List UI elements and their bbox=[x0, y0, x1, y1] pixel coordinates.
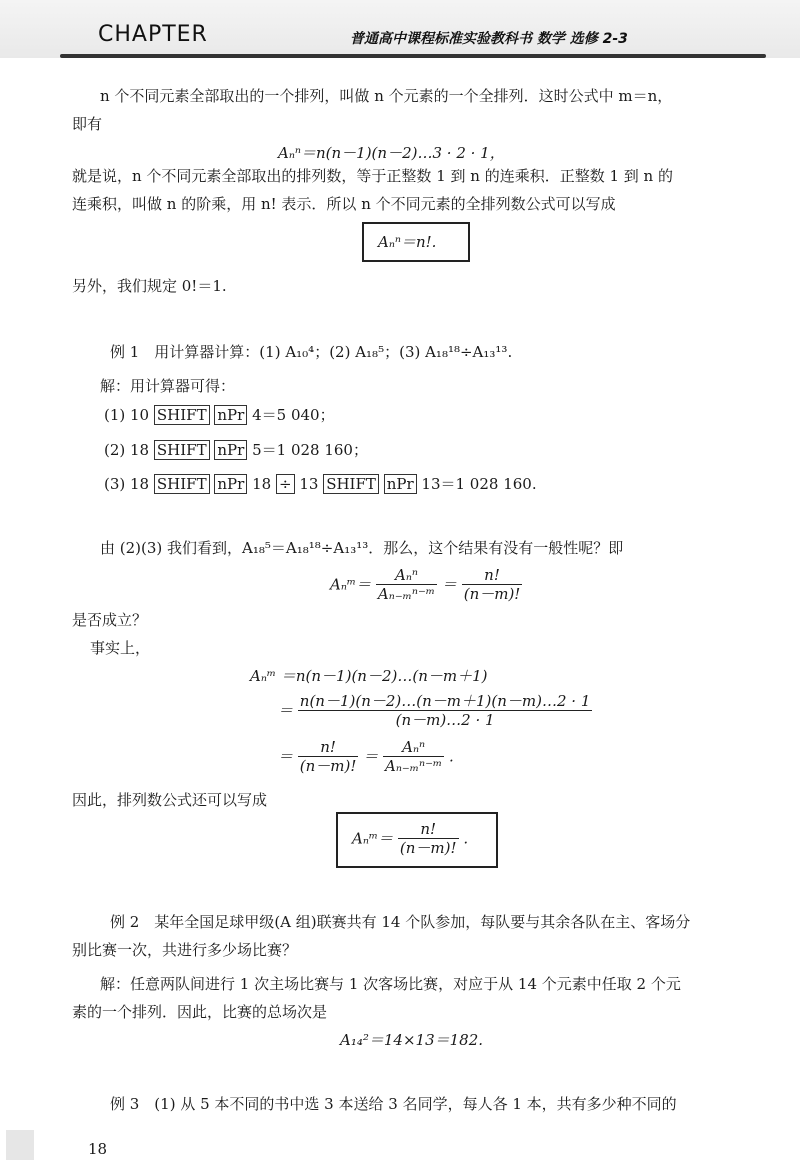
paragraph-line: 连乘积，叫做 n 的阶乘，用 n! 表示．所以 n 个不同元素的全排列数公式可以写成 bbox=[72, 195, 616, 213]
paragraph-line: 别比赛一次，共进行多少场比赛？ bbox=[72, 941, 298, 959]
numerator: Aₙⁿ bbox=[383, 738, 444, 757]
npr-key: nPr bbox=[214, 440, 247, 460]
derivation-line-1: Aₙᵐ ＝n(n－1)(n－2)…(n－m＋1) bbox=[250, 667, 488, 685]
paragraph-line: 即有 bbox=[72, 115, 103, 133]
paragraph-line: 事实上， bbox=[90, 639, 151, 657]
fraction bbox=[462, 566, 523, 603]
step-text: 18 bbox=[252, 475, 272, 493]
step-text: (2) 18 bbox=[104, 441, 150, 459]
chapter-label: CHAPTER bbox=[98, 22, 208, 47]
equals-sign: ＝ bbox=[278, 701, 294, 720]
fraction bbox=[298, 738, 359, 775]
numerator: Aₙⁿ bbox=[376, 566, 437, 585]
paragraph-line: 是否成立？ bbox=[72, 611, 148, 629]
npr-key: nPr bbox=[214, 405, 247, 425]
denominator: Aₙ₋ₘⁿ⁻ᵐ bbox=[377, 585, 436, 603]
shift-key: SHIFT bbox=[323, 474, 379, 494]
formula-box bbox=[336, 812, 498, 868]
divide-key: ÷ bbox=[276, 474, 295, 494]
equals-sign: ＝ bbox=[363, 747, 379, 766]
paragraph-line: n 个不同元素全部取出的一个排列，叫做 n 个元素的一个全排列．这时公式中 m＝n， bbox=[100, 87, 673, 105]
denominator: (n－m)! bbox=[463, 585, 521, 603]
calc-step-2 bbox=[104, 440, 368, 460]
derivation-line-3 bbox=[278, 738, 454, 775]
solution-label: 解：用计算器可得： bbox=[100, 377, 236, 395]
step-text: 13＝1 028 160. bbox=[421, 475, 537, 493]
period: . bbox=[449, 747, 454, 766]
book-title: 普通高中课程标准实验教科书 数学 选修 2-3 bbox=[350, 31, 628, 47]
denominator: (n－m)…2 · 1 bbox=[395, 711, 495, 729]
step-text: 5＝1 028 160； bbox=[252, 441, 368, 459]
eq-lhs: Aₙᵐ＝ bbox=[330, 575, 372, 594]
fraction bbox=[376, 566, 437, 603]
paragraph-line: 由 (2)(3) 我们看到，A₁₈⁵＝A₁₈¹⁸÷A₁₃¹³．那么，这个结果有没有一般性呢？即 bbox=[100, 539, 624, 557]
step-text: 13 bbox=[299, 475, 319, 493]
fraction bbox=[383, 738, 444, 775]
paragraph-line: 另外，我们规定 0!＝1. bbox=[72, 277, 227, 295]
npr-key: nPr bbox=[214, 474, 247, 494]
shift-key: SHIFT bbox=[154, 405, 210, 425]
fraction bbox=[398, 820, 459, 857]
denominator: (n－m)! bbox=[399, 839, 457, 857]
numerator: n(n－1)(n－2)…(n－m＋1)(n－m)…2 · 1 bbox=[299, 692, 591, 710]
example-3-title: 例 3 (1) 从 5 本不同的书中选 3 本送给 3 名同学，每人各 1 本，共有多少种不同的 bbox=[110, 1095, 677, 1113]
page-number: 18 bbox=[88, 1140, 108, 1158]
eq-lhs: Aₙᵐ＝ bbox=[352, 829, 394, 848]
scan-edge-mark bbox=[6, 1130, 34, 1160]
numerator: n! bbox=[462, 566, 523, 585]
numerator: n! bbox=[298, 738, 359, 757]
paragraph-line: 就是说，n 个不同元素全部取出的排列数，等于正整数 1 到 n 的连乘积．正整数 1 到 n 的 bbox=[72, 167, 673, 185]
shift-key: SHIFT bbox=[154, 474, 210, 494]
formula-box bbox=[362, 222, 470, 262]
header-rule bbox=[60, 54, 766, 58]
calc-step-1 bbox=[104, 405, 335, 425]
calc-step-3 bbox=[104, 474, 537, 494]
equation: Aₙⁿ＝n(n－1)(n－2)…3 · 2 · 1， bbox=[278, 144, 505, 162]
step-text: (3) 18 bbox=[104, 475, 150, 493]
solution-line: 解：任意两队间进行 1 次主场比赛与 1 次客场比赛，对应于从 14 个元素中任取 2 个元 bbox=[100, 975, 681, 993]
equation: A₁₄²＝14×13＝182. bbox=[340, 1031, 484, 1049]
denominator: Aₙ₋ₘⁿ⁻ᵐ bbox=[385, 757, 443, 775]
step-text: 4＝5 040； bbox=[252, 406, 335, 424]
paragraph-line: 因此，排列数公式还可以写成 bbox=[72, 791, 268, 809]
boxed-formula bbox=[352, 820, 468, 857]
equals-sign: ＝ bbox=[278, 747, 294, 766]
paragraph-line: 素的一个排列．因此，比赛的总场次是 bbox=[72, 1003, 328, 1021]
equals-sign: ＝ bbox=[441, 575, 457, 594]
shift-key: SHIFT bbox=[154, 440, 210, 460]
derivation-line-2 bbox=[278, 692, 592, 729]
period: . bbox=[463, 829, 469, 848]
example-2-title: 例 2 某年全国足球甲级(A 组)联赛共有 14 个队参加，每队要与其余各队在主、客场分 bbox=[110, 913, 691, 931]
boxed-formula: Aₙⁿ＝n!. bbox=[378, 233, 437, 251]
example-1-title: 例 1 用计算器计算：(1) A₁₀⁴；(2) A₁₈⁵；(3) A₁₈¹⁸÷A₁₃¹³. bbox=[110, 343, 513, 361]
fraction bbox=[298, 692, 593, 729]
npr-key: nPr bbox=[384, 474, 417, 494]
numerator: n! bbox=[398, 820, 459, 839]
equation-general bbox=[330, 566, 522, 603]
denominator: (n－m)! bbox=[299, 757, 357, 775]
step-text: (1) 10 bbox=[104, 406, 150, 424]
